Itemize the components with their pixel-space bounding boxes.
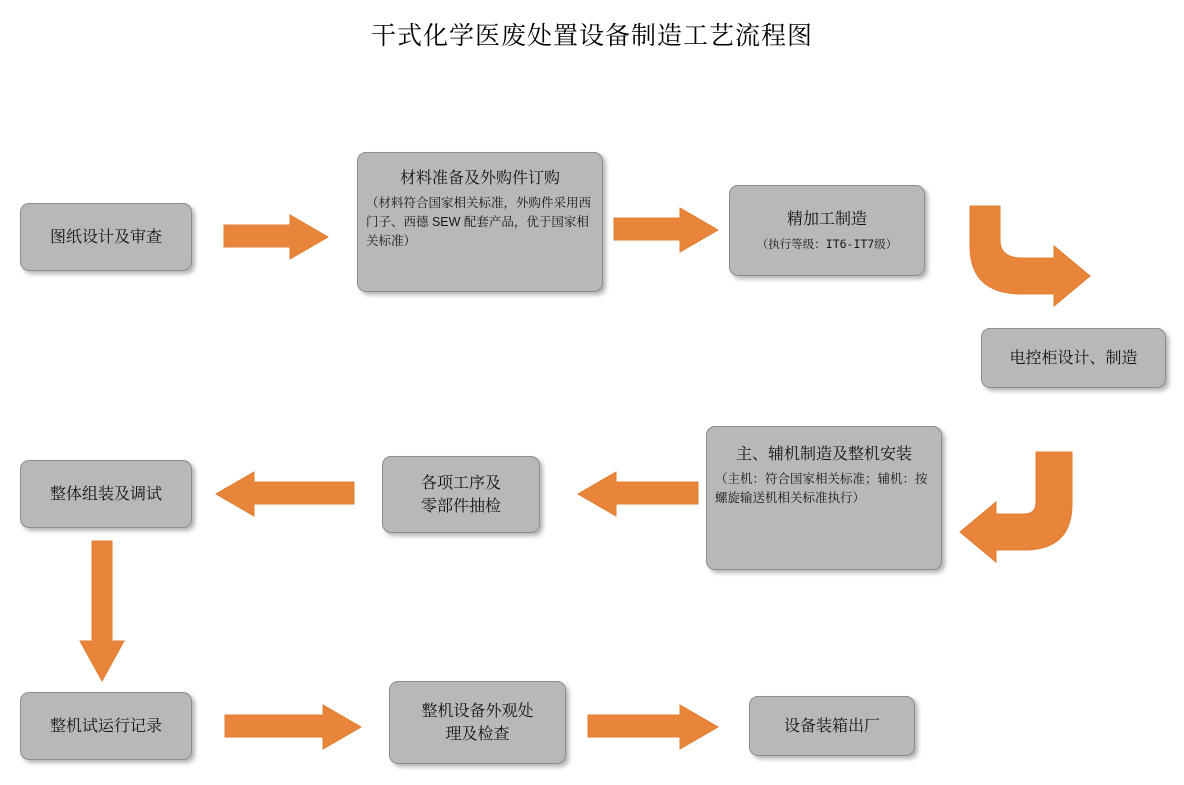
node-overall-assembly-commissioning[interactable] bbox=[20, 460, 192, 528]
node-title: 整机设备外观处 理及检查 bbox=[421, 702, 534, 743]
arrow-appearance-to-packing bbox=[588, 705, 718, 749]
node-process-and-parts-sampling[interactable] bbox=[382, 456, 540, 533]
node-material-preparation[interactable] bbox=[357, 152, 603, 292]
node-subtitle: （执行等级：IT6-IT7级） bbox=[756, 236, 898, 251]
arrow-assembly-to-trial-run bbox=[80, 541, 126, 681]
arrow-sampling-to-assembly bbox=[216, 472, 354, 516]
arrow-trial-run-to-appearance bbox=[225, 705, 361, 749]
node-control-cabinet-design[interactable] bbox=[981, 328, 1166, 388]
node-precision-machining[interactable] bbox=[729, 185, 925, 276]
node-title: 图纸设计及审查 bbox=[49, 228, 162, 246]
node-title: 设备装箱出厂 bbox=[783, 717, 880, 735]
arrow-design-to-material bbox=[224, 215, 328, 259]
node-title: 精加工制造 bbox=[786, 210, 867, 228]
arrow-cabinet-to-main-aux bbox=[958, 452, 1078, 562]
node-machine-trial-run-record[interactable] bbox=[20, 692, 192, 760]
node-appearance-treatment-inspection[interactable] bbox=[389, 681, 566, 764]
node-title: 整体组装及调试 bbox=[49, 485, 162, 503]
node-title: 主、辅机制造及整机安装 bbox=[735, 446, 912, 463]
node-drawing-design-review[interactable] bbox=[20, 203, 192, 271]
node-subtitle: （材料符合国家相关标准，外购件采用西门子、西德 SEW 配套产品，优于国家相关标准） bbox=[366, 196, 592, 248]
node-title: 电控柜设计、制造 bbox=[1009, 349, 1138, 367]
node-title: 材料准备及外购件订购 bbox=[399, 170, 560, 187]
node-main-aux-machine-assembly[interactable] bbox=[706, 426, 942, 570]
arrow-machining-to-cabinet bbox=[962, 202, 1072, 314]
node-title: 各项工序及 零部件抽检 bbox=[420, 474, 501, 515]
arrow-main-aux-to-sampling bbox=[578, 472, 698, 516]
node-subtitle: （主机：符合国家相关标准；辅机：按螺旋输送机相关标准执行） bbox=[715, 472, 928, 505]
node-equipment-packing-delivery[interactable] bbox=[749, 696, 915, 756]
node-title: 整机试运行记录 bbox=[49, 717, 162, 735]
arrow-material-to-machining bbox=[614, 208, 718, 252]
page-title: 干式化学医废处置设备制造工艺流程图 bbox=[370, 22, 813, 50]
